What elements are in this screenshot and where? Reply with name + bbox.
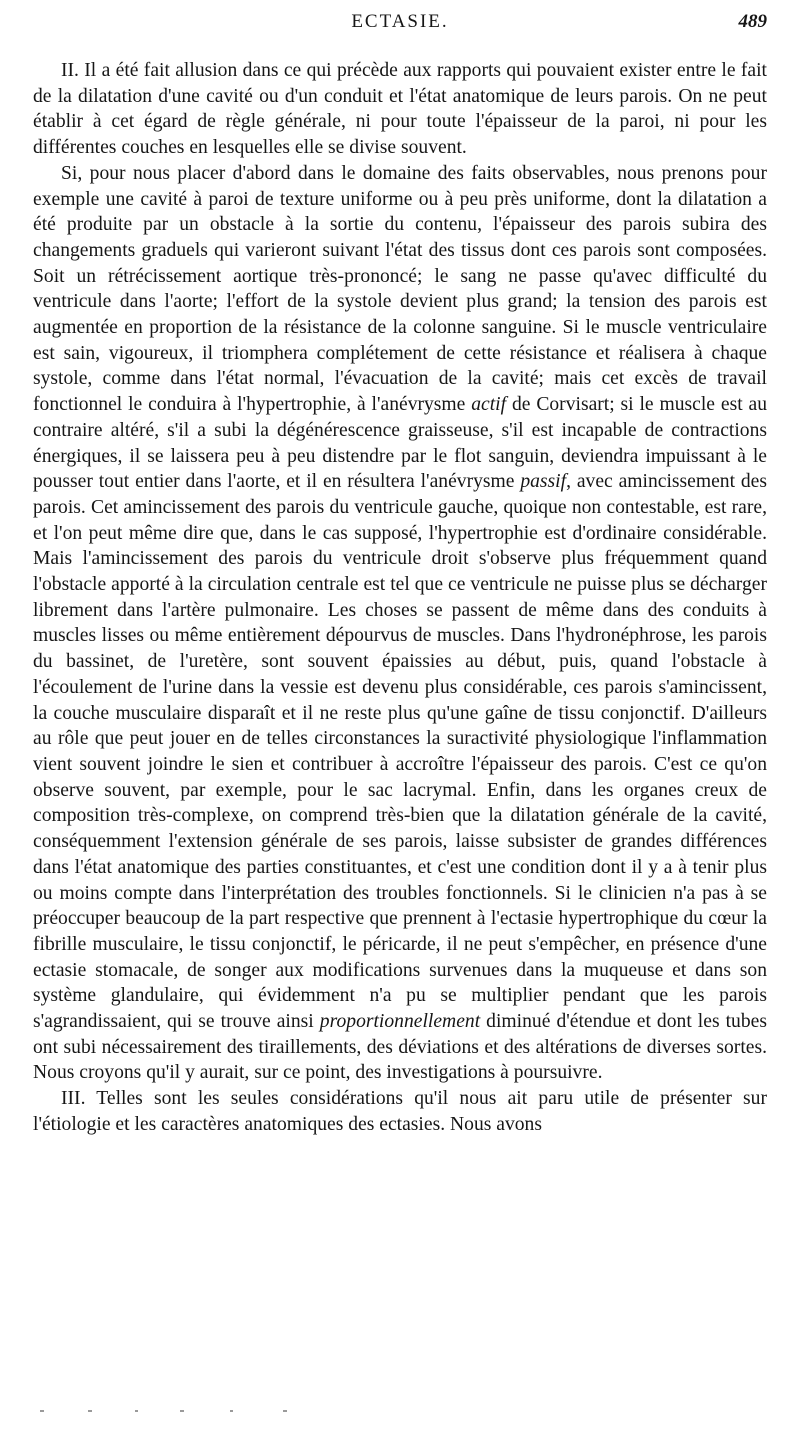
- paragraph: [33, 161, 767, 1086]
- italic-term: actif: [471, 394, 507, 416]
- running-title: ECTASIE.: [351, 11, 449, 32]
- text-segment: de Corvisart; si le muscle est au contraire altéré, s'il a subi la dégénérescence graisseuse, s'il est incapable de contractions énergiques, il se laissera peu à peu distendre par le flot sanguin, deviendra impuissant à le pousser tout entier dans l'aorte, et il en résultera l'anévrysme: [33, 394, 767, 493]
- paragraph: [33, 1086, 767, 1137]
- paragraph: [33, 58, 767, 161]
- text-segment: , avec amincissement des parois. Cet amincissement des parois du ventricule gauche, quoique non contestable, est rare, et l'on peut même dire que, dans le cas supposé, l'hypertrophie est d'ordinaire considérable. Mais l'amincissement des parois du ventricule droit s'observe plus fréquemment quand l'obstacle apporté à la circulation centrale est tel que ce ventricule ne puisse plus se décharger librement dans l'artère pulmonaire. Les choses se passent de même dans des conduits à muscles lisses ou même entièrement dépourvus de muscles. Dans l'hydronéphrose, les parois du bassinet, de l'uretère, sont souvent épaissies au début, puis, quand l'obstacle à l'écoulement de l'urine dans la vessie est devenu plus considérable, ces parois s'amincissent, la couche musculaire disparaît et il ne reste plus qu'une gaîne de tissu conjonctif. D'ailleurs au rôle que peut jouer en de telles circonstances la suractivité physiologique l'inflammation vient souvent joindre le sien et contribuer à accroître l'épaisseur des parois. C'est ce qu'on observe souvent, par exemple, pour le sac lacrymal. Enfin, dans les organes creux de composition très-complexe, on comprend très-bien que la dilatation générale de la cavité, conséquemment l'extension générale de ses parois, laisse subsister de grandes différences dans l'état anatomique des parties constituantes, et c'est une condition dont il y a à tenir plus ou moins compte dans l'interprétation des troubles fonctionnels. Si le clinicien n'a pas à se préoccuper beaucoup de la part respective que prennent à l'ectasie hypertrophique du cœur la fibrille musculaire, le tissu conjonctif, le péricarde, il ne peut s'empêcher, en présence d'une ectasie stomacale, de songer aux modifications survenues dans la muqueuse et dans son système glandulaire, qui évidemment n'a pu se multiplier pendant que les parois s'agrandissaient, qui se trouve ainsi: [33, 471, 767, 1033]
- text-segment: III. Telles sont les seules considérations qu'il nous ait paru utile de présenter sur l'étiologie et les caractères anatomiques des ectasies. Nous avons: [33, 1088, 767, 1135]
- page-number: 489: [738, 11, 767, 32]
- body-text: [33, 58, 767, 1138]
- running-header: [33, 5, 767, 35]
- italic-term: passif: [520, 471, 567, 493]
- text-segment: Si, pour nous placer d'abord dans le domaine des faits observables, nous prenons pour exemple une cavité à paroi de texture uniforme ou à peu près uniforme, dont la dilatation a été produite par un obstacle à la sortie du contenu, l'épaisseur des parois subira des changements graduels qui varieront suivant l'état des tissus dont ces parois sont composées. Soit un rétrécissement aortique très-prononcé; le sang ne passe qu'avec difficulté du ventricule dans l'aorte; l'effort de la systole devient plus grand; la tension des parois est augmentée en proportion de la résistance de la colonne sanguine. Si le muscle ventriculaire est sain, vigoureux, il triomphera complétement de cette résistance et réalisera à chaque systole, comme dans l'état normal, l'évacuation de la cavité; mais cet excès de travail fonctionnel le conduira à l'hypertrophie, à l'anévrysme: [33, 162, 767, 416]
- text-segment: diminué d'étendue et dont les tubes ont subi nécessairement des tiraillements, des déviations et des altérations de diverses sortes. Nous croyons qu'il y aurait, sur ce point, des investigations à poursuivre.: [33, 1011, 767, 1084]
- text-segment: II. Il a été fait allusion dans ce qui précède aux rapports qui pouvaient exister entre le fait de la dilatation d'une cavité ou d'un conduit et l'état anatomique de leurs parois. On ne peut établir à cet égard de règle générale, ni pour toute l'épaisseur de la paroi, ni pour les différentes couches en lesquelles elle se divise souvent.: [33, 60, 767, 159]
- printing-marks: [40, 1410, 300, 1420]
- italic-term: proportionnellement: [319, 1011, 481, 1033]
